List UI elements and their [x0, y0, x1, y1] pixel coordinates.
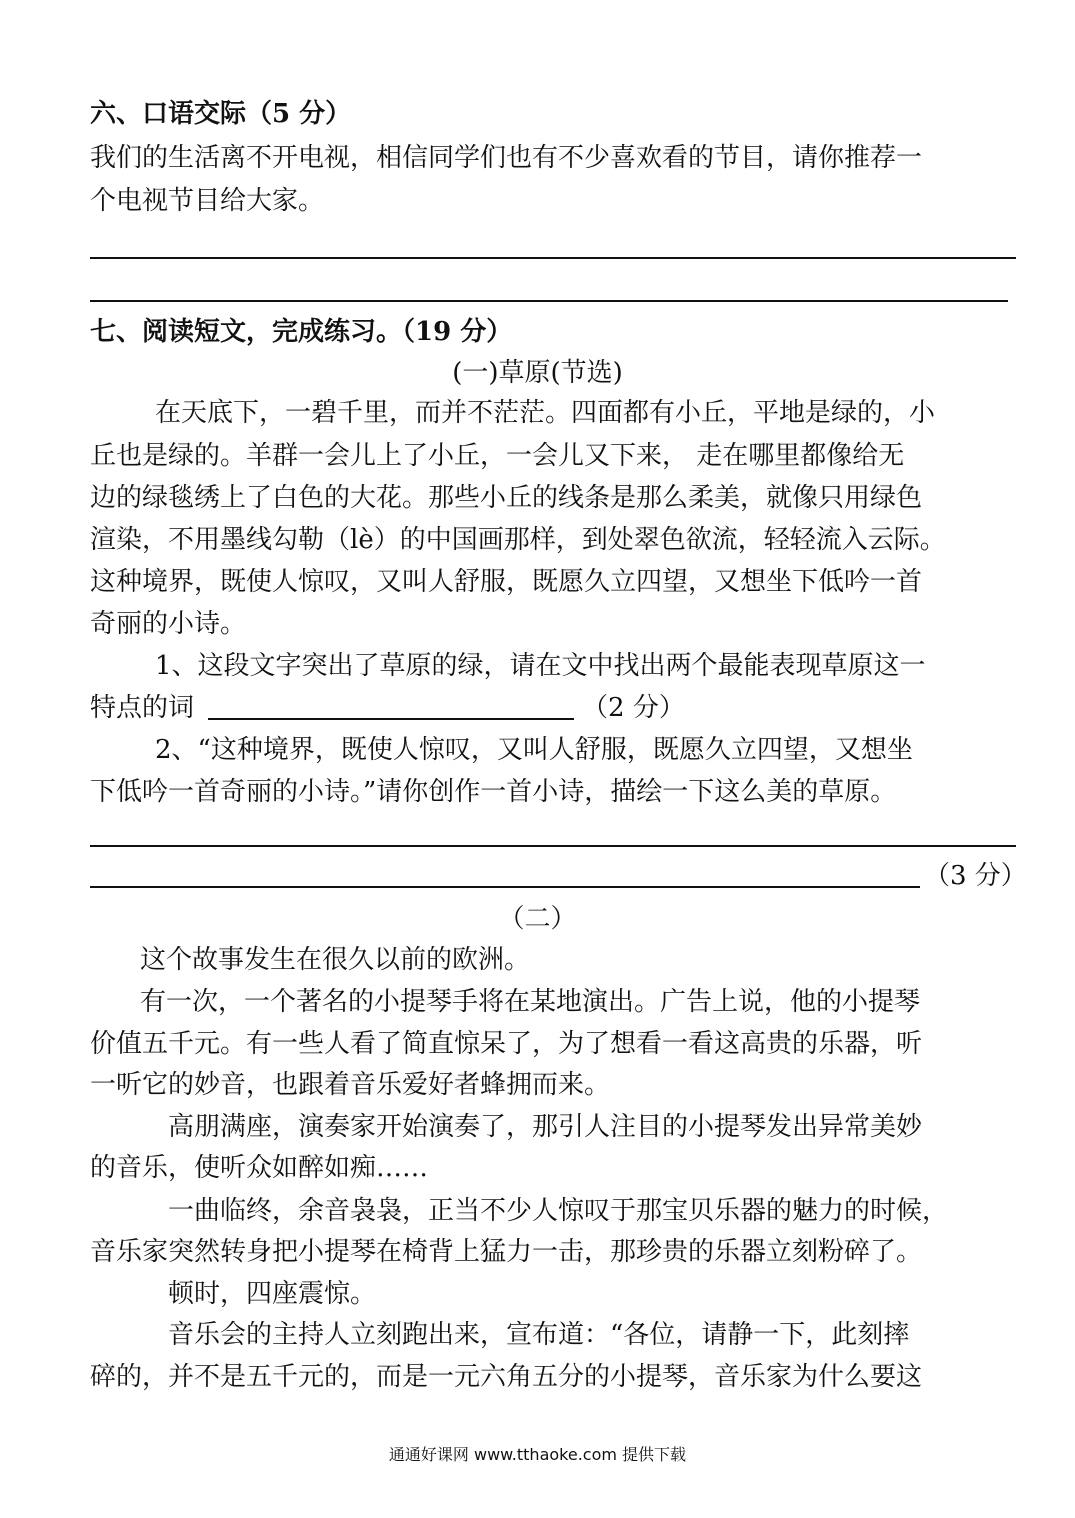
- section-6-text-line: 个电视节目给大家。: [90, 186, 325, 216]
- passage-1-title: (一)草原(节选): [452, 358, 623, 388]
- page-footer: 通通好课网 www.tthaoke.com 提供下载: [388, 1445, 687, 1464]
- question-2-line: 下低吟一首奇丽的小诗。”请你创作一首小诗，描绘一下这么美的草原。: [90, 777, 897, 807]
- passage-2-line: 有一次，一个著名的小提琴手将在某地演出。广告上说，他的小提琴: [140, 987, 921, 1017]
- passage-2-line: 碎的，并不是五千元的，而是一元六角五分的小提琴，音乐家为什么要这: [90, 1362, 923, 1392]
- answer-line[interactable]: [90, 300, 1008, 302]
- section-7-heading: 七、阅读短文，完成练习。（19 分）: [90, 317, 513, 347]
- section-6-text-line: 我们的生活离不开电视，相信同学们也有不少喜欢看的节目，请你推荐一: [90, 143, 923, 173]
- passage-1-line: 在天底下，一碧千里，而并不茫茫。四面都有小丘，平地是绿的，小: [155, 398, 936, 428]
- question-2-line: 2、“这种境界，既使人惊叹，又叫人舒服，既愿久立四望，又想坐: [155, 735, 913, 765]
- passage-2-title: （二）: [498, 904, 577, 934]
- passage-1-line: 这种境界，既使人惊叹，又叫人舒服，既愿久立四望，又想坐下低吟一首: [90, 567, 923, 597]
- passage-2-line: 音乐家突然转身把小提琴在椅背上猛力一击，那珍贵的乐器立刻粉碎了。: [90, 1237, 923, 1267]
- passage-1-line: 渲染，不用墨线勾勒（lè）的中国画那样，到处翠色欲流，轻轻流入云际。: [90, 525, 946, 555]
- answer-line[interactable]: [90, 257, 1016, 259]
- passage-2-line: 音乐会的主持人立刻跑出来，宣布道：“各位，请静一下，此刻摔: [168, 1320, 910, 1350]
- passage-1-line: 丘也是绿的。羊群一会儿上了小丘，一会儿又下来， 走在哪里都像给无: [90, 441, 905, 471]
- question-1-answer-row: [90, 692, 685, 724]
- passage-2-line: 价值五千元。有一些人看了简直惊呆了，为了想看一看这高贵的乐器，听: [90, 1029, 923, 1059]
- question-2-score: （3 分）: [924, 861, 1027, 891]
- passage-2-line: 高朋满座，演奏家开始演奏了，那引人注目的小提琴发出异常美妙: [168, 1112, 923, 1142]
- passage-2-line: 这个故事发生在很久以前的欧洲。: [140, 945, 531, 975]
- passage-2-line: 一曲临终，余音袅袅，正当不少人惊叹于那宝贝乐器的魅力的时候，: [168, 1196, 949, 1226]
- section-6-heading: 六、口语交际（5 分）: [90, 99, 352, 129]
- passage-2-line: 一听它的妙音，也跟着音乐爱好者蜂拥而来。: [90, 1070, 611, 1100]
- passage-1-line: 边的绿毯绣上了白色的大花。那些小丘的线条是那么柔美，就像只用绿色: [90, 483, 923, 513]
- question-1-prefix: 特点的词: [90, 693, 195, 723]
- question-1-line: 1、这段文字突出了草原的绿，请在文中找出两个最能表现草原这一: [155, 651, 926, 681]
- answer-line[interactable]: [90, 845, 1016, 847]
- question-1-answer-blank[interactable]: [208, 694, 574, 720]
- passage-2-line: 顿时，四座震惊。: [168, 1279, 377, 1309]
- passage-2-line: 的音乐，使听众如醉如痴……: [90, 1153, 429, 1183]
- answer-line[interactable]: [90, 886, 920, 888]
- passage-1-line: 奇丽的小诗。: [90, 609, 247, 639]
- question-1-score: （2 分）: [582, 693, 685, 723]
